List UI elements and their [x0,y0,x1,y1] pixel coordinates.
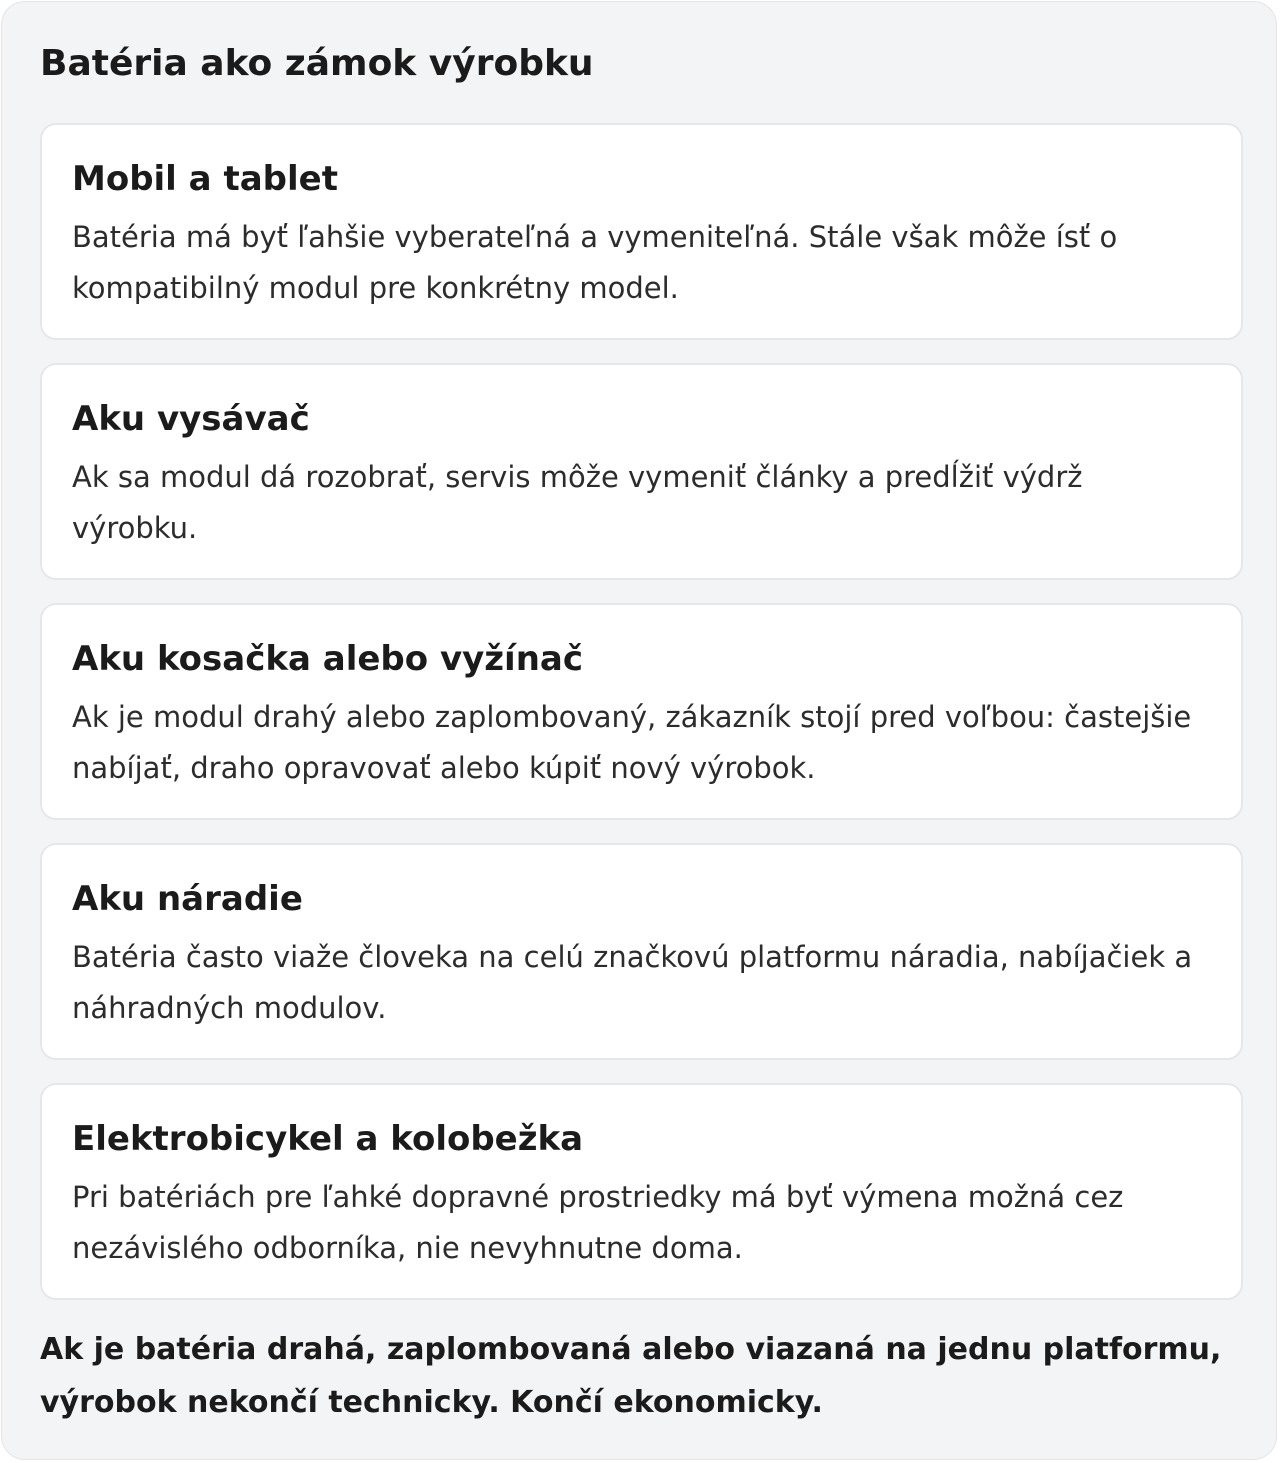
card-vacuum-cleaner [40,363,1243,580]
content-panel [1,1,1277,1460]
card-lawn-mower-trimmer [40,603,1243,820]
card-description: Pri batériách pre ľahké dopravné prostriedky má byť výmena možná cez nezávislého odborníka, nie nevyhnutne doma. [72,1179,1124,1265]
card-title: Elektrobicykel a kolobežka [72,1119,584,1159]
card-description: Ak sa modul dá rozobrať, servis môže vymeniť články a predĺžiť výdrž výrobku. [72,459,1083,545]
card-description: Batéria má byť ľahšie vyberateľná a vymeniteľná. Stále však môže ísť o kompatibilný modul pre konkrétny model. [72,219,1118,305]
card-list [40,123,1243,1323]
summary-note: Ak je batéria drahá, zaplombovaná alebo viazaná na jednu platformu, výrobok nekončí technicky. Končí ekonomicky. [40,1332,1222,1420]
card-title: Aku kosačka alebo vyžínač [72,639,584,679]
card-power-tools [40,843,1243,1060]
card-description: Ak je modul drahý alebo zaplombovaný, zákazník stojí pred voľbou: častejšie nabíjať, draho opravovať alebo kúpiť nový výrobok. [72,699,1192,785]
card-mobile-tablet [40,123,1243,340]
page-title: Batéria ako zámok výrobku [40,43,594,84]
card-ebike-scooter [40,1083,1243,1300]
card-title: Aku vysávač [72,399,310,439]
card-description: Batéria často viaže človeka na celú značkovú platformu náradia, nabíjačiek a náhradných modulov. [72,939,1193,1025]
card-title: Aku náradie [72,879,303,919]
card-title: Mobil a tablet [72,159,338,199]
